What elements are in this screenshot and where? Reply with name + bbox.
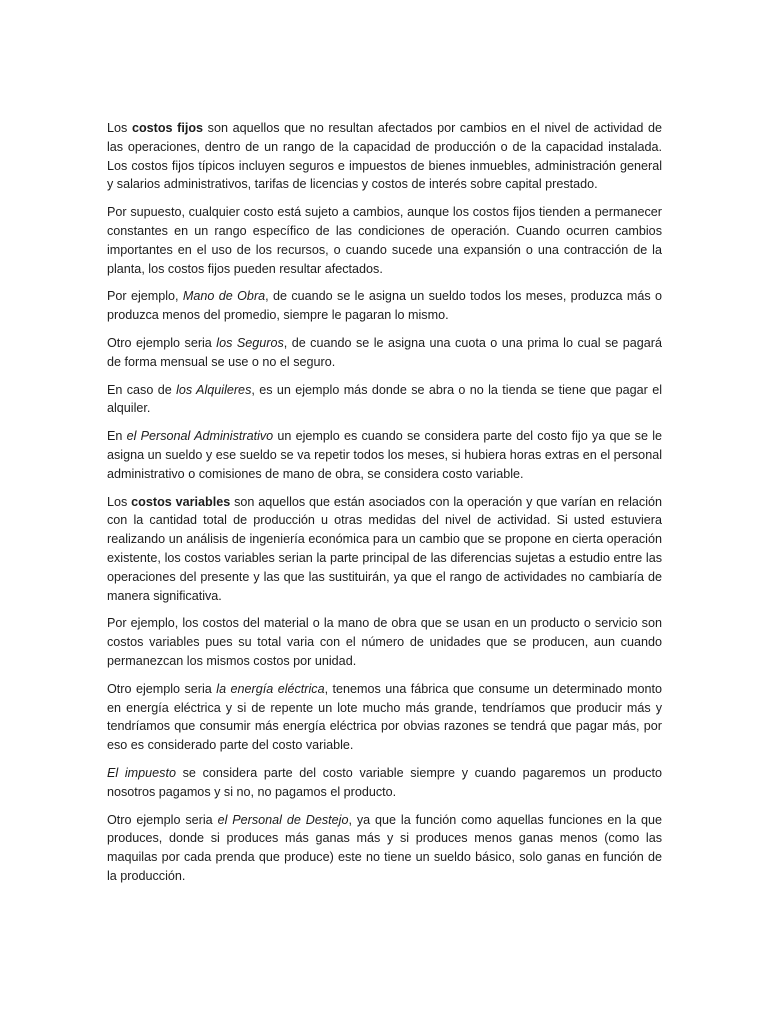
example-term: la energía eléctrica (216, 681, 325, 696)
text-run: Por ejemplo, (107, 289, 183, 304)
example-term: los Alquileres (176, 382, 252, 397)
paragraph-example-tax (107, 764, 662, 802)
example-term: los Seguros (216, 335, 284, 350)
example-term: el Personal Administrativo (126, 429, 274, 444)
text-run: En caso de (107, 382, 177, 397)
paragraph-fixed-costs-changes (107, 203, 662, 278)
text-run: son aquellos que están asociados con la operación y que varían en relación con la cantidad total de producción u otras medidas del nivel de actividad. Si usted estuviera realizando un análisis de ingeniería económica para un cambio que se propone en cierta operación existente, los costos variables serian la parte principal de las diferencias sujetas a estudio entre las operaciones del presente y las que las sustituirán, ya que el rango de actividades no cambiaría de manera significativa. (107, 494, 663, 603)
example-term: El impuesto (107, 765, 176, 780)
paragraph-example-materials (107, 614, 662, 670)
text-run: , de cuando se le asigna un sueldo todos los meses, produzca más o produzca menos del promedio, siempre le pagaran lo mismo. (107, 289, 662, 323)
text-run: , es un ejemplo más donde se abra o no la tienda se tiene que pagar el alquiler. (107, 382, 662, 416)
paragraph-fixed-costs-definition (107, 119, 662, 194)
example-term: el Personal de Destejo (217, 812, 349, 827)
document-page (107, 119, 662, 895)
text-run: un ejemplo es cuando se considera parte del costo fijo ya que se le asigna un sueldo y ese sueldo se va repetir todos los meses, si hubiera horas extras en el personal administrativo o comisiones de mano de obra, se considera costo variable. (107, 429, 662, 481)
text-run: Los (107, 494, 132, 509)
paragraph-example-electricity (107, 680, 662, 755)
text-run: Otro ejemplo seria (107, 812, 218, 827)
text-run: , tenemos una fábrica que consume un determinado monto en energía eléctrica y si de repente un lote mucho más grande, tendríamos que producir más y tendríamos que consumir más energía eléctrica por obvias razones se tendrá que pagar más, por eso es considerado parte del costo variable. (107, 681, 662, 753)
text-run: En (107, 429, 127, 444)
text-run: , de cuando se le asigna una cuota o una prima lo cual se pagará de forma mensual se use o no el seguro. (107, 335, 662, 369)
text-run: Por ejemplo, los costos del material o la mano de obra que se usan en un producto o servicio son costos variables pues su total varia con el número de unidades que se producen, aun cuando permanezcan los mismos costos por unidad. (107, 616, 662, 668)
text-run: Los (107, 121, 132, 135)
text-run: , ya que la función como aquellas funciones en la que produces, donde si produces más ganas más y si produces menos ganas menos (como las maquilas por cada prenda que produce) este no tiene un sueldo básico, solo ganas en función de la producción. (107, 812, 663, 883)
paragraph-variable-costs-definition (107, 493, 662, 606)
text-run: Por supuesto, cualquier costo está sujeto a cambios, aunque los costos fijos tienden a permanecer constantes en un rango específico de las condiciones de operación. Cuando ocurren cambios importantes en el uso de los recursos, o cuando sucede una expansión o una contracción de la planta, los costos fijos pueden resultar afectados. (107, 205, 662, 276)
paragraph-example-admin-staff (107, 427, 662, 483)
text-run: son aquellos que no resultan afectados por cambios en el nivel de actividad de las operaciones, dentro de un rango de la capacidad de producción o de la capacidad instalada. Los costos fijos típicos incluyen seguros e impuestos de bienes inmuebles, administración general y salarios administrativos, tarifas de licencias y costos de interés sobre capital prestado. (107, 121, 662, 192)
text-run: Otro ejemplo seria (107, 335, 217, 350)
paragraph-example-labor (107, 287, 662, 325)
paragraph-example-piecework-staff (107, 811, 662, 886)
term-variable-costs: costos variables (131, 494, 231, 509)
term-fixed-costs: costos fijos (131, 121, 204, 135)
text-run: Otro ejemplo seria (107, 681, 217, 696)
paragraph-example-rent (107, 381, 662, 419)
text-run: se considera parte del costo variable siempre y cuando pagaremos un producto nosotros pagamos y si no, no pagamos el producto. (107, 765, 662, 799)
paragraph-example-insurance (107, 334, 662, 372)
example-term: Mano de Obra (182, 289, 266, 304)
